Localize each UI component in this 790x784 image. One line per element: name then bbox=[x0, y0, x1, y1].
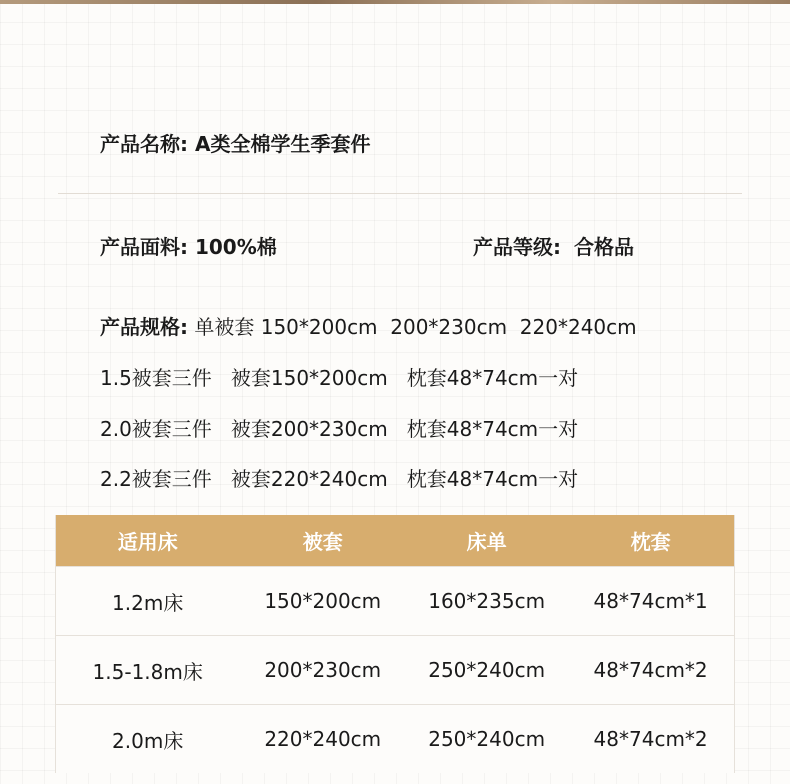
cell-sheet: 250*240cm bbox=[406, 705, 567, 774]
header-duvet: 被套 bbox=[239, 515, 406, 567]
grade-row bbox=[473, 231, 634, 260]
spec-label: 产品规格: bbox=[100, 315, 188, 339]
table-header-row bbox=[56, 515, 735, 567]
cell-sheet: 160*235cm bbox=[406, 567, 567, 636]
cell-sheet: 250*240cm bbox=[406, 636, 567, 705]
cell-pillowcase: 48*74cm*1 bbox=[567, 567, 734, 636]
material-label: 产品面料: bbox=[100, 235, 188, 259]
cell-bed: 1.2m床 bbox=[56, 567, 240, 636]
cell-pillowcase: 48*74cm*2 bbox=[567, 705, 734, 774]
grade-value: 合格品 bbox=[573, 235, 634, 259]
spec-row bbox=[100, 311, 637, 340]
product-name-row bbox=[100, 128, 370, 157]
cell-duvet: 150*200cm bbox=[239, 567, 406, 636]
header-pillowcase: 枕套 bbox=[567, 515, 734, 567]
product-name-value: A类全棉学生季套件 bbox=[194, 132, 371, 156]
top-photo-strip bbox=[0, 0, 790, 4]
size-table bbox=[55, 515, 735, 773]
table-row bbox=[56, 705, 735, 774]
set-line: 1.5被套三件 被套150*200cm 枕套48*74cm一对 bbox=[100, 366, 579, 390]
cell-pillowcase: 48*74cm*2 bbox=[567, 636, 734, 705]
set-line: 2.2被套三件 被套220*240cm 枕套48*74cm一对 bbox=[100, 467, 579, 491]
grade-label: 产品等级: bbox=[473, 235, 561, 259]
product-name-label: 产品名称: bbox=[100, 132, 188, 156]
header-sheet: 床单 bbox=[406, 515, 567, 567]
table-row bbox=[56, 636, 735, 705]
cell-bed: 2.0m床 bbox=[56, 705, 240, 774]
cell-bed: 1.5-1.8m床 bbox=[56, 636, 240, 705]
spec-value: 单被套 150*200cm 200*230cm 220*240cm bbox=[194, 315, 637, 339]
section-divider bbox=[58, 193, 742, 194]
cell-duvet: 220*240cm bbox=[239, 705, 406, 774]
header-bed: 适用床 bbox=[56, 515, 240, 567]
table-row bbox=[56, 567, 735, 636]
cell-duvet: 200*230cm bbox=[239, 636, 406, 705]
material-row bbox=[100, 231, 277, 260]
material-value: 100%棉 bbox=[194, 235, 277, 259]
set-line: 2.0被套三件 被套200*230cm 枕套48*74cm一对 bbox=[100, 417, 579, 441]
